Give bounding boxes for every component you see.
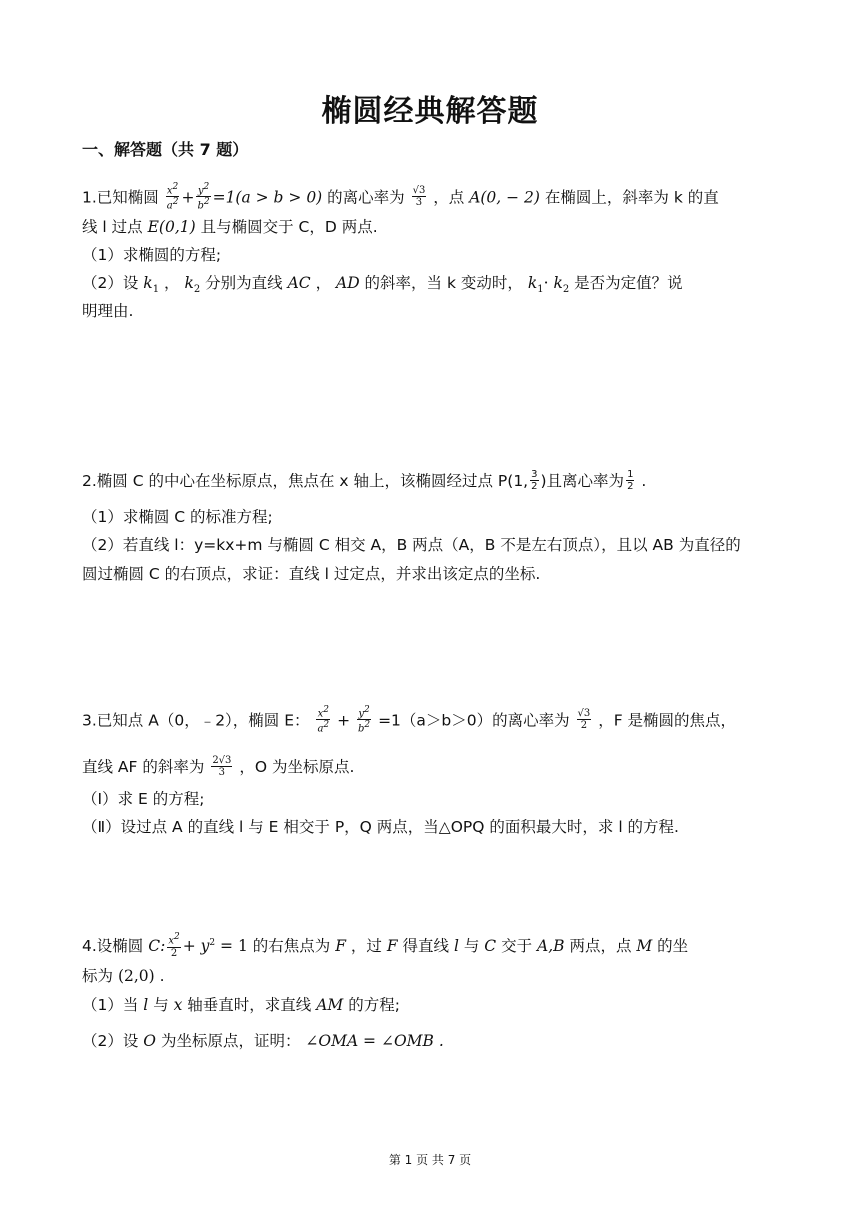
x2-over-2-fraction: $\frac{x2}{2}$ <box>168 932 180 959</box>
problem-4-part-1: （1）当 l 与 x 轴垂直时，求直线 AM 的方程; <box>82 996 400 1014</box>
point-a: A(0, − 2) <box>469 188 540 207</box>
y2-over-b2-fraction: $\frac{y2}{b2}$ <box>197 182 210 212</box>
problem-3-part-1: （Ⅰ）求 E 的方程; <box>82 790 205 808</box>
eccentricity-fraction: $\frac{√3}{2}$ <box>577 708 591 732</box>
problem-1-line-1: 1.已知椭圆 $\frac{x2}{a2}$ + $\frac{y2}{b2}$ =1(a > b > 0) 的离心率为 $\frac{√3}{3}$ ，点 A(0, − 2) 在椭圆上，斜率为 k 的直 <box>82 182 719 212</box>
problem-1-part-2: （2）设 $k_1$ ， $k_2$ 分别为直线 AC ， AD 的斜率，当 k 变动时， $k_1\cdot k_2$ 是否为定值？说 <box>82 274 683 296</box>
page-title: 椭圆经典解答题 <box>321 94 539 129</box>
problem-2-line-1: 2.椭圆 C 的中心在坐标原点，焦点在 x 轴上，该椭圆经过点 P(1, $\frac{3}{2}$ )且离心率为 $\frac{1}{2}$ . <box>82 469 647 492</box>
problem-3-line-2: 直线 AF 的斜率为 $\frac{2√3}{3}$ ，O 为坐标原点. <box>82 755 355 778</box>
point-p-y-fraction: $\frac{3}{2}$ <box>531 469 538 492</box>
page-footer: 第 1 页 共 7 页 <box>388 1153 472 1167</box>
y2-over-b2-fraction: $\frac{y2}{b2}$ <box>358 705 371 735</box>
problem-1-number: 1. <box>82 188 97 207</box>
x2-over-a2-fraction: $\frac{x2}{a2}$ <box>317 705 330 735</box>
problem-4-line-2: 标为 (2,0) . <box>82 967 165 985</box>
problem-1-part-2-cont: 明理由. <box>82 302 134 320</box>
problem-2-part-2-cont: 圆过椭圆 C 的右顶点，求证：直线 l 过定点，并求出该定点的坐标. <box>82 565 541 583</box>
eccentricity-fraction: $\frac{1}{2}$ <box>627 469 634 492</box>
problem-1-part-1: （1）求椭圆的方程; <box>82 246 222 264</box>
problem-2-part-2: （2）若直线 l：y=kx+m 与椭圆 C 相交 A，B 两点（A，B 不是左右顶点），且以 AB 为直径的 <box>82 536 741 554</box>
problem-4-part-2: （2）设 O 为坐标原点，证明： ∠OMA = ∠OMB . <box>82 1032 444 1050</box>
problem-1-line-2: 线 l 过点 E(0,1) 且与椭圆交于 C，D 两点. <box>82 218 378 236</box>
x2-over-a2-fraction: $\frac{x2}{a2}$ <box>166 182 179 212</box>
problem-3-part-2: （Ⅱ）设过点 A 的直线 l 与 E 相交于 P，Q 两点，当△OPQ 的面积最大时，求 l 的方程. <box>82 818 679 836</box>
ellipse-equation-tail: =1(a > b > 0) <box>212 188 323 207</box>
problem-2-part-1: （1）求椭圆 C 的标准方程; <box>82 508 273 526</box>
eccentricity-fraction: $\frac{√3}{3}$ <box>412 185 426 209</box>
problem-3-line-1: 3.已知点 A（0，﹣2），椭圆 E： $\frac{x2}{a2}$ + $\frac{y2}{b2}$ =1（a＞b＞0）的离心率为 $\frac{√3}{2}$ ，F 是椭圆的焦点， <box>82 705 737 735</box>
problem-4-line-1: 4.设椭圆 C: $\frac{x2}{2}$ + $y^2 = 1$ 的右焦点为 F ，过 F 得直线 l 与 C 交于 A,B 两点，点 M 的坐 <box>82 932 689 959</box>
angle-equation: ∠OMA = ∠OMB . <box>305 1032 444 1050</box>
point-e: E(0,1) <box>147 218 196 236</box>
section-heading: 一、解答题（共 7 题） <box>82 140 249 159</box>
problem-1-text: 已知椭圆 <box>96 188 164 207</box>
slope-fraction: $\frac{2√3}{3}$ <box>212 755 232 778</box>
